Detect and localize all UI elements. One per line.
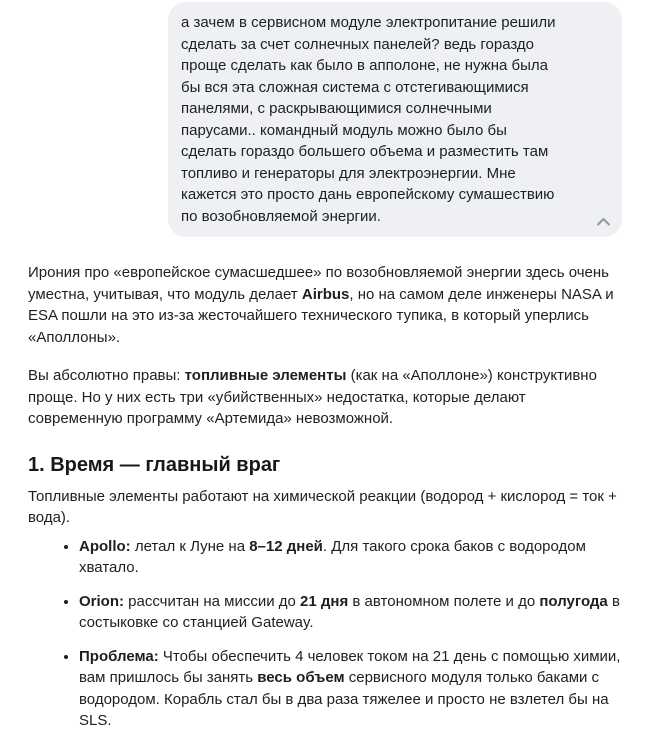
paragraph-text: , но на самом деле инженеры NASA и ESA пошли на это из-за жесточайшего технического тупика, в который уперлись «Аполлоны». <box>28 285 614 346</box>
list-item <box>79 591 624 634</box>
paragraph-text: Вы абсолютно правы: <box>28 367 185 384</box>
user-message-row <box>0 0 649 237</box>
assistant-paragraph <box>28 365 624 430</box>
list-item-label: Apollo: <box>79 537 131 555</box>
section-heading: 1. Время — главный враг <box>28 453 281 476</box>
list-item-text: сервисного модуля только баками с водородом. Корабль стал бы в два раза тяжелее и просто не взлетел бы на SLS. <box>79 669 609 729</box>
assistant-paragraph <box>28 262 624 348</box>
list-item-text: Чтобы обеспечить 4 человек током на 21 день с помощью химии, вам пришлось бы занять <box>79 647 621 686</box>
assistant-paragraph: Топливные элементы работают на химической реакции (водород + кислород = ток + вода). <box>28 487 617 526</box>
list-item-text-bold: весь объем <box>257 669 345 686</box>
list-item-text: . Для такого срока баков с водородом хватало. <box>79 537 586 576</box>
assistant-message <box>0 237 649 732</box>
list-item-text-bold: 8–12 дней <box>249 537 323 555</box>
list-item-text: летал к Луне на <box>130 537 250 555</box>
collapse-message-button[interactable] <box>593 213 613 229</box>
paragraph-text-bold: Airbus <box>301 285 350 303</box>
user-message-bubble <box>168 2 622 237</box>
paragraph-text: (как на «Аполлоне») конструктивно проще. Но у них есть три «убийственных» недостатка, которые делают современную программу «Артемида» невозможной. <box>28 367 597 427</box>
list-item-text: в состыковке со станцией Gateway. <box>79 592 620 631</box>
paragraph-text: Ирония про «европейское сумасшедшее» по возобновляемой энергии здесь очень уместна, учитывая, что модуль делает <box>28 264 610 303</box>
list-item-text-bold: полугода <box>539 592 608 610</box>
list-item-text-bold: 21 дня <box>300 592 349 610</box>
list-item-text: в автономном полете и до <box>348 592 540 610</box>
list-item-label: Проблема: <box>79 647 159 665</box>
list-item <box>79 646 624 732</box>
chevron-up-icon <box>596 217 611 226</box>
list-item-text: рассчитан на миссии до <box>124 592 301 610</box>
list-item-label: Orion: <box>79 592 124 610</box>
list-item <box>79 536 624 579</box>
bullet-list <box>28 536 624 732</box>
user-message-text: а зачем в сервисном модуле электропитание решили сделать за счет солнечных панелей? ведь гораздо проще сделать как было в апполоне, не нужна была бы вся эта сложная система с отстегивающимися панелями, с раскрывающимися солнечными парусами.. командный модуль можно было бы сделать гораздо большего объема и разместить там топливо и генераторы для электроэнергии. Мне кажется это просто дань европейскому сумашествию по возобновляемой энергии. <box>181 14 556 225</box>
paragraph-text-bold: топливные элементы <box>184 367 347 384</box>
